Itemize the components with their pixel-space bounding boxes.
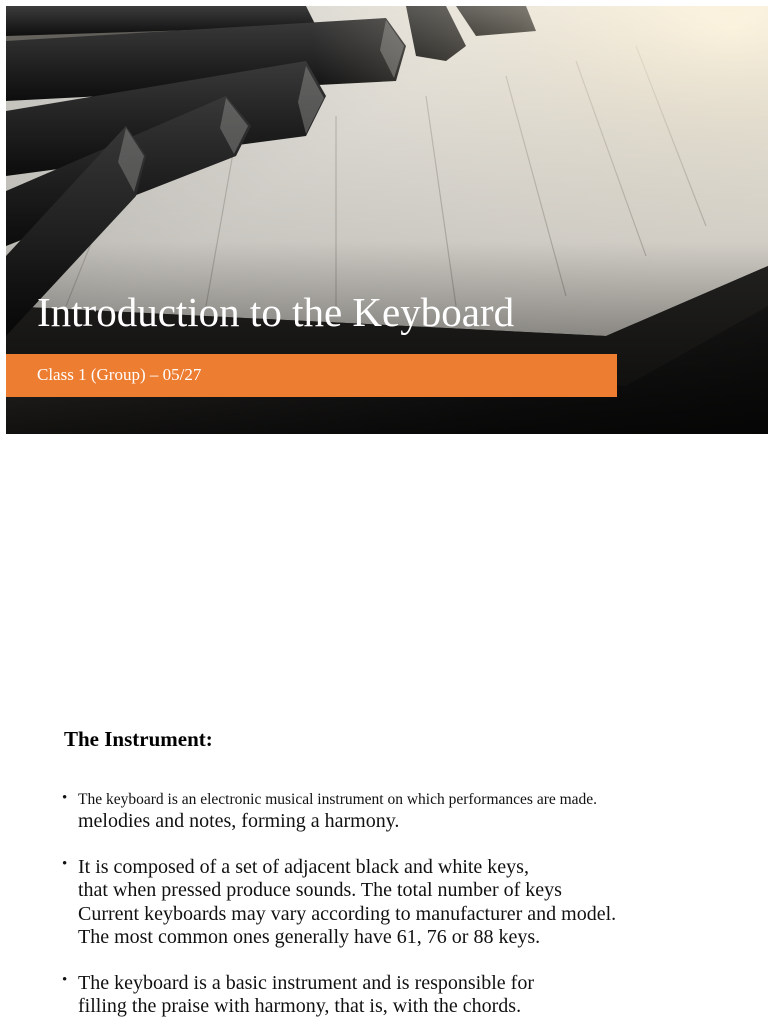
bullet-icon: •	[62, 971, 68, 988]
bullet-list	[60, 790, 750, 1024]
subtitle-bar	[6, 354, 617, 397]
bullet-line: that when pressed produce sounds. The total number of keys	[78, 879, 562, 901]
bullet-line: Current keyboards may vary according to manufacturer and model.	[78, 902, 617, 925]
bullet-item	[60, 790, 750, 834]
bullet-item	[60, 972, 750, 1019]
bullet-line: The keyboard is an electronic musical instrument on which performances are made.	[78, 791, 598, 808]
slide-subtitle: Class 1 (Group) – 05/27	[37, 365, 202, 384]
slide-heading: The Instrument:	[64, 727, 213, 751]
title-slide	[6, 6, 768, 434]
bullet-item	[60, 856, 750, 950]
slide-title: Introduction to the Keyboard	[37, 289, 515, 335]
bullet-line: melodies and notes, forming a harmony.	[78, 810, 400, 832]
bullet-icon: •	[62, 790, 68, 806]
bullet-line: The most common ones generally have 61, 76 or 88 keys.	[78, 926, 541, 948]
bullet-line: The keyboard is a basic instrument and is responsible for	[78, 971, 534, 994]
bullet-icon: •	[62, 855, 68, 872]
bullet-line: filling the praise with harmony, that is, with the chords.	[78, 995, 522, 1017]
content-slide	[0, 700, 768, 1024]
bullet-line: It is composed of a set of adjacent black and white keys,	[78, 855, 529, 878]
